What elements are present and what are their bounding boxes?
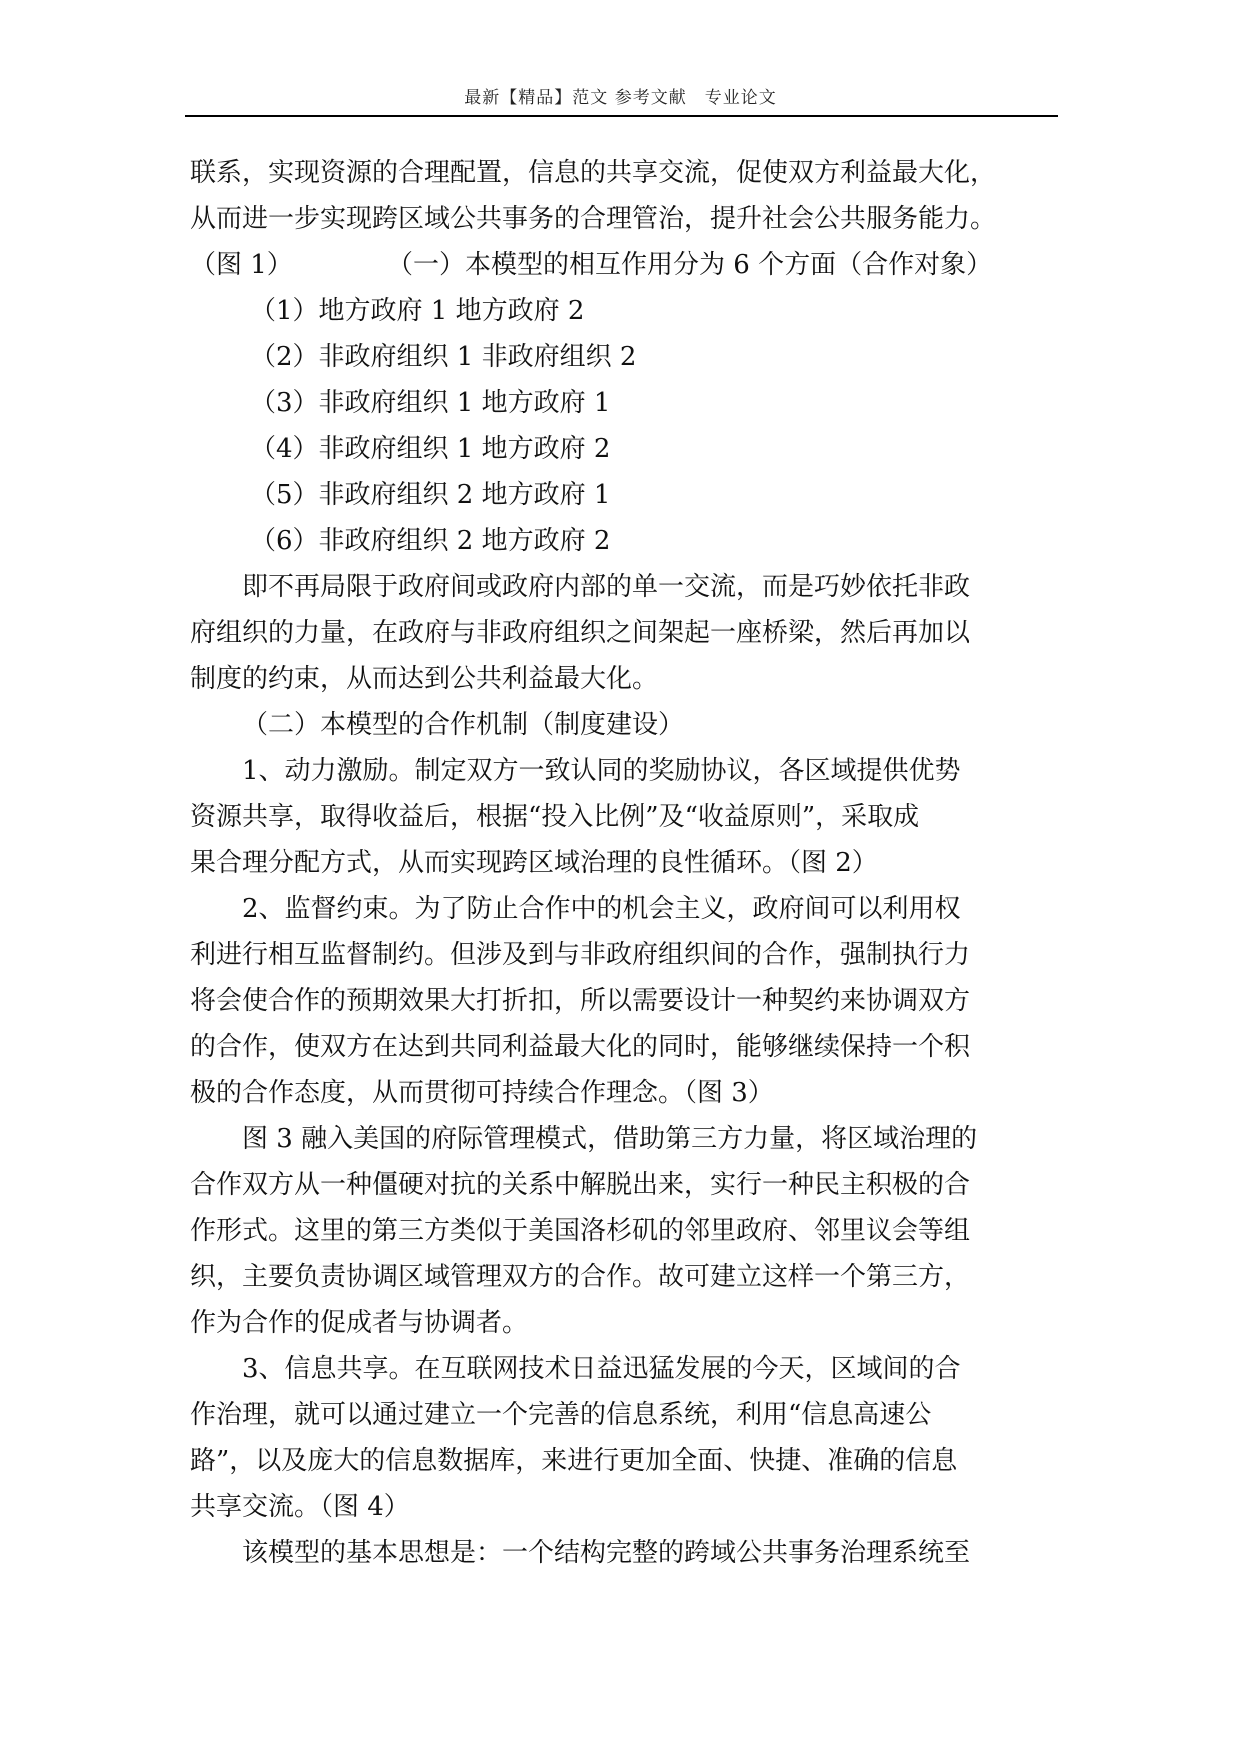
paragraph-line: 作治理，就可以通过建立一个完善的信息系统，利用“信息高速公 [190, 1400, 932, 1430]
paragraph-line: 即不再局限于政府间或政府内部的单一交流，而是巧妙依托非政 [242, 572, 971, 602]
paragraph-line: 织，主要负责协调区域管理双方的合作。故可建立这样一个第三方， [190, 1262, 971, 1292]
paragraph-line: 制度的约束，从而达到公共利益最大化。 [190, 664, 659, 694]
list-item: （1）地方政府 1 地方政府 2 [250, 296, 585, 326]
section-heading-1: （一）本模型的相互作用分为 6 个方面（合作对象） [387, 250, 993, 280]
paragraph-line: 路”，以及庞大的信息数据库，来进行更加全面、快捷、准确的信息 [190, 1446, 958, 1476]
paragraph-line: 该模型的基本思想是：一个结构完整的跨域公共事务治理系统至 [242, 1538, 971, 1568]
paragraph-line: 1、动力激励。制定双方一致认同的奖励协议，各区域提供优势 [242, 756, 961, 786]
list-item: （4）非政府组织 1 地方政府 2 [250, 434, 611, 464]
section-heading-2: （二）本模型的合作机制（制度建设） [242, 710, 685, 740]
fig1-line [190, 242, 1060, 288]
text-line: 从而进一步实现跨区域公共事务的合理管治，提升社会公共服务能力。 [190, 204, 997, 234]
paragraph-line: 3、信息共享。在互联网技术日益迅猛发展的今天，区域间的合 [242, 1354, 961, 1384]
paragraph-line: 图 3 融入美国的府际管理模式，借助第三方力量，将区域治理的 [242, 1124, 978, 1154]
paragraph-line: 的合作，使双方在达到共同利益最大化的同时，能够继续保持一个积 [190, 1032, 971, 1062]
page-header: 最新【精品】范文 参考文献 专业论文 [464, 88, 777, 108]
paragraph-line: 合作双方从一种僵硬对抗的关系中解脱出来，实行一种民主积极的合 [190, 1170, 971, 1200]
paragraph-line: 作形式。这里的第三方类似于美国洛杉矶的邻里政府、邻里议会等组 [190, 1216, 971, 1246]
paragraph-line: 2、监督约束。为了防止合作中的机会主义，政府间可以利用权 [242, 894, 961, 924]
list-item: （5）非政府组织 2 地方政府 1 [250, 480, 611, 510]
list-item: （6）非政府组织 2 地方政府 2 [250, 526, 611, 556]
body-text [190, 150, 1060, 1576]
paragraph-line: 共享交流。（图 4） [190, 1492, 410, 1522]
paragraph-line: 利进行相互监督制约。但涉及到与非政府组织间的合作，强制执行力 [190, 940, 971, 970]
list-item: （3）非政府组织 1 地方政府 1 [250, 388, 611, 418]
paragraph-line: 果合理分配方式，从而实现跨区域治理的良性循环。（图 2） [190, 848, 878, 878]
paragraph-line: 资源共享，取得收益后，根据“投入比例”及“收益原则”，采取成 [190, 802, 920, 832]
paragraph-line: 作为合作的促成者与协调者。 [190, 1308, 529, 1338]
list-item: （2）非政府组织 1 非政府组织 2 [250, 342, 637, 372]
text-line: 联系，实现资源的合理配置，信息的共享交流，促使双方利益最大化， [190, 158, 997, 188]
paragraph-line: 极的合作态度，从而贯彻可持续合作理念。（图 3） [190, 1078, 774, 1108]
figure-ref: （图 1） [190, 250, 293, 280]
paragraph-line: 府组织的力量，在政府与非政府组织之间架起一座桥梁，然后再加以 [190, 618, 971, 648]
header-rule [185, 115, 1058, 117]
paragraph-line: 将会使合作的预期效果大打折扣，所以需要设计一种契约来协调双方 [190, 986, 971, 1016]
